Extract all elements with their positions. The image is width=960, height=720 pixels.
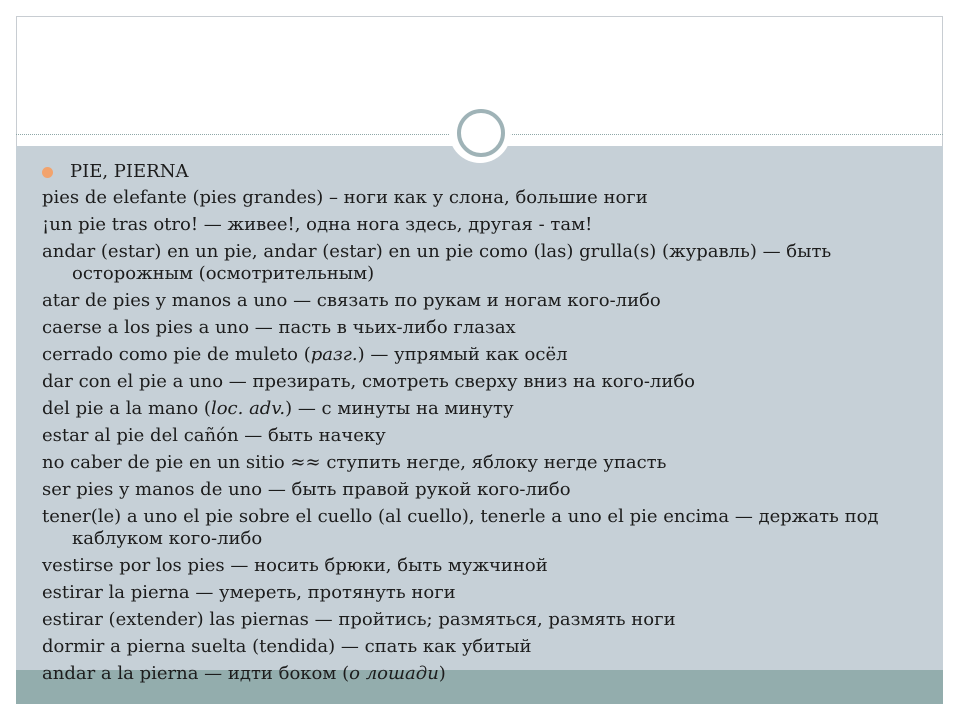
phrase-text: andar a la pierna — идти боком ( (42, 663, 350, 684)
phrase-line: atar de pies y manos a uno — связать по рукам и ногам кого-либо (42, 290, 661, 311)
phrase-text: ) — упрямый как осёл (357, 344, 568, 365)
phrase-line: tener(le) a uno el pie sobre el cuello (al cuello), tenerle a uno el pie encima — держать под каблуком кого-либо (42, 506, 879, 549)
phrase-line: pies de elefante (pies grandes) – ноги как у слона, большие ноги (42, 187, 648, 208)
phrase-line: dar con el pie a uno — презирать, смотреть сверху вниз на кого-либо (42, 371, 696, 392)
phrase-text: ) — с минуты на минуту (285, 398, 514, 419)
phrase-list (42, 161, 932, 690)
phrase-line: vestirse por los pies — носить брюки, быть мужчиной (42, 555, 548, 576)
phrase-line: no caber de pie en un sitio ≈≈ ступить негде, яблоку негде упасть (42, 452, 667, 473)
phrase-italic-note: о лошади (349, 663, 439, 684)
phrase-text: del pie a la mano ( (42, 398, 211, 419)
ring-inner (457, 109, 505, 157)
phrase-text: ) (438, 663, 446, 684)
phrase-line: dormir a pierna suelta (tendida) — спать как убитый (42, 636, 532, 657)
phrase-italic-note: разг. (310, 344, 358, 365)
phrase-line (42, 398, 932, 420)
phrase-line: estirar la pierna — умереть, протянуть ноги (42, 582, 456, 603)
phrase-line (42, 344, 932, 366)
heading-row (42, 161, 932, 183)
phrase-line: ser pies y manos de uno — быть правой рукой кого-либо (42, 479, 571, 500)
phrase-text: cerrado como pie de muleto ( (42, 344, 311, 365)
phrase-italic-note: loc. adv. (210, 398, 286, 419)
phrase-line: andar (estar) en un pie, andar (estar) en un pie como (las) grulla(s) (журавль) — быть осторожным (осмотрительным) (42, 241, 832, 284)
phrase-line: caerse a los pies a uno — пасть в чьих-либо глазах (42, 317, 516, 338)
phrase-line: estar al pie del cañón — быть начеку (42, 425, 386, 446)
phrase-line (42, 663, 932, 685)
phrase-line: ¡un pie tras otro! — живее!, одна нога здесь, другая - там! (42, 214, 593, 235)
slide-heading: PIE, PIERNA (70, 161, 189, 182)
bullet-dot-icon (42, 167, 53, 178)
phrase-line: estirar (extender) las piernas — пройтись; размяться, размять ноги (42, 609, 676, 630)
